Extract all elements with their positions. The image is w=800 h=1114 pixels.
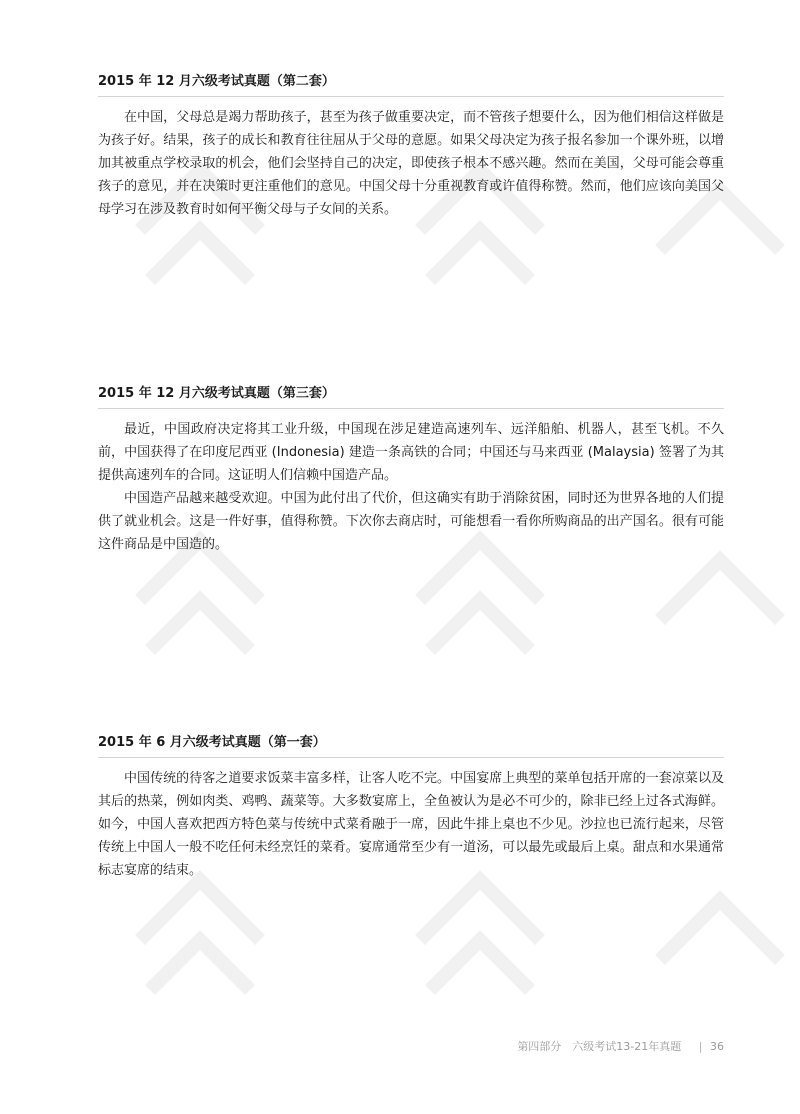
paragraph: 中国传统的待客之道要求饭菜丰富多样，让客人吃不完。中国宴席上典型的菜单包括开席的一套凉菜以及其后的热菜，例如肉类、鸡鸭、蔬菜等。大多数宴席上，全鱼被认为是必不可少的，除非已经上过各式海鲜。如今，中国人喜欢把西方特色菜与传统中式菜肴融于一席，因此牛排上桌也不少见。沙拉也已流行起来，尽管传统上中国人一般不吃任何未经烹饪的菜肴。宴席通常至少有一道汤，可以最先或最后上桌。甜点和水果通常标志宴席的结束。 — [98, 771, 724, 878]
paragraph: 最近，中国政府决定将其工业升级，中国现在涉足建造高速列车、远洋船舶、机器人，甚至飞机。不久前，中国获得了在印度尼西亚 (Indonesia) 建造一条高铁的合同；中国还与马来西亚 (Malaysia) 签署了为其提供高速列车的合同。这证明人们信赖中国造产品。 — [98, 422, 724, 483]
page-number: 36 — [710, 1040, 724, 1053]
paragraph: 在中国，父母总是竭力帮助孩子，甚至为孩子做重要决定，而不管孩子想要什么，因为他们相信这样做是为孩子好。结果，孩子的成长和教育往往屈从于父母的意愿。如果父母决定为孩子报名参加一个课外班，以增加其被重点学校录取的机会，他们会坚持自己的决定，即使孩子根本不感兴趣。然而在美国，父母可能会尊重孩子的意见，并在决策时更注重他们的意见。中国父母十分重视教育或许值得称赞。然而，他们应该向美国父母学习在涉及教育时如何平衡父母与子女间的关系。 — [98, 110, 724, 217]
section-body — [98, 767, 724, 882]
section-body — [98, 106, 724, 221]
section-title: 2015 年 12 月六级考试真题（第二套） — [98, 72, 724, 97]
page-footer — [517, 1038, 724, 1054]
section-2015-12-set3 — [98, 384, 724, 556]
section-2015-12-set2 — [98, 72, 724, 221]
footer-label: 第四部分 六级考试13-21年真题 — [517, 1040, 682, 1053]
section-body — [98, 418, 724, 556]
section-title: 2015 年 12 月六级考试真题（第三套） — [98, 384, 724, 409]
section-title: 2015 年 6 月六级考试真题（第一套） — [98, 733, 724, 758]
section-2015-06-set1 — [98, 733, 724, 882]
paragraph: 中国造产品越来越受欢迎。中国为此付出了代价，但这确实有助于消除贫困，同时还为世界各地的人们提供了就业机会。这是一件好事，值得称赞。下次你去商店时，可能想看一看你所购商品的出产国名。很有可能这件商品是中国造的。 — [98, 491, 724, 552]
footer-separator: | — [698, 1040, 703, 1053]
